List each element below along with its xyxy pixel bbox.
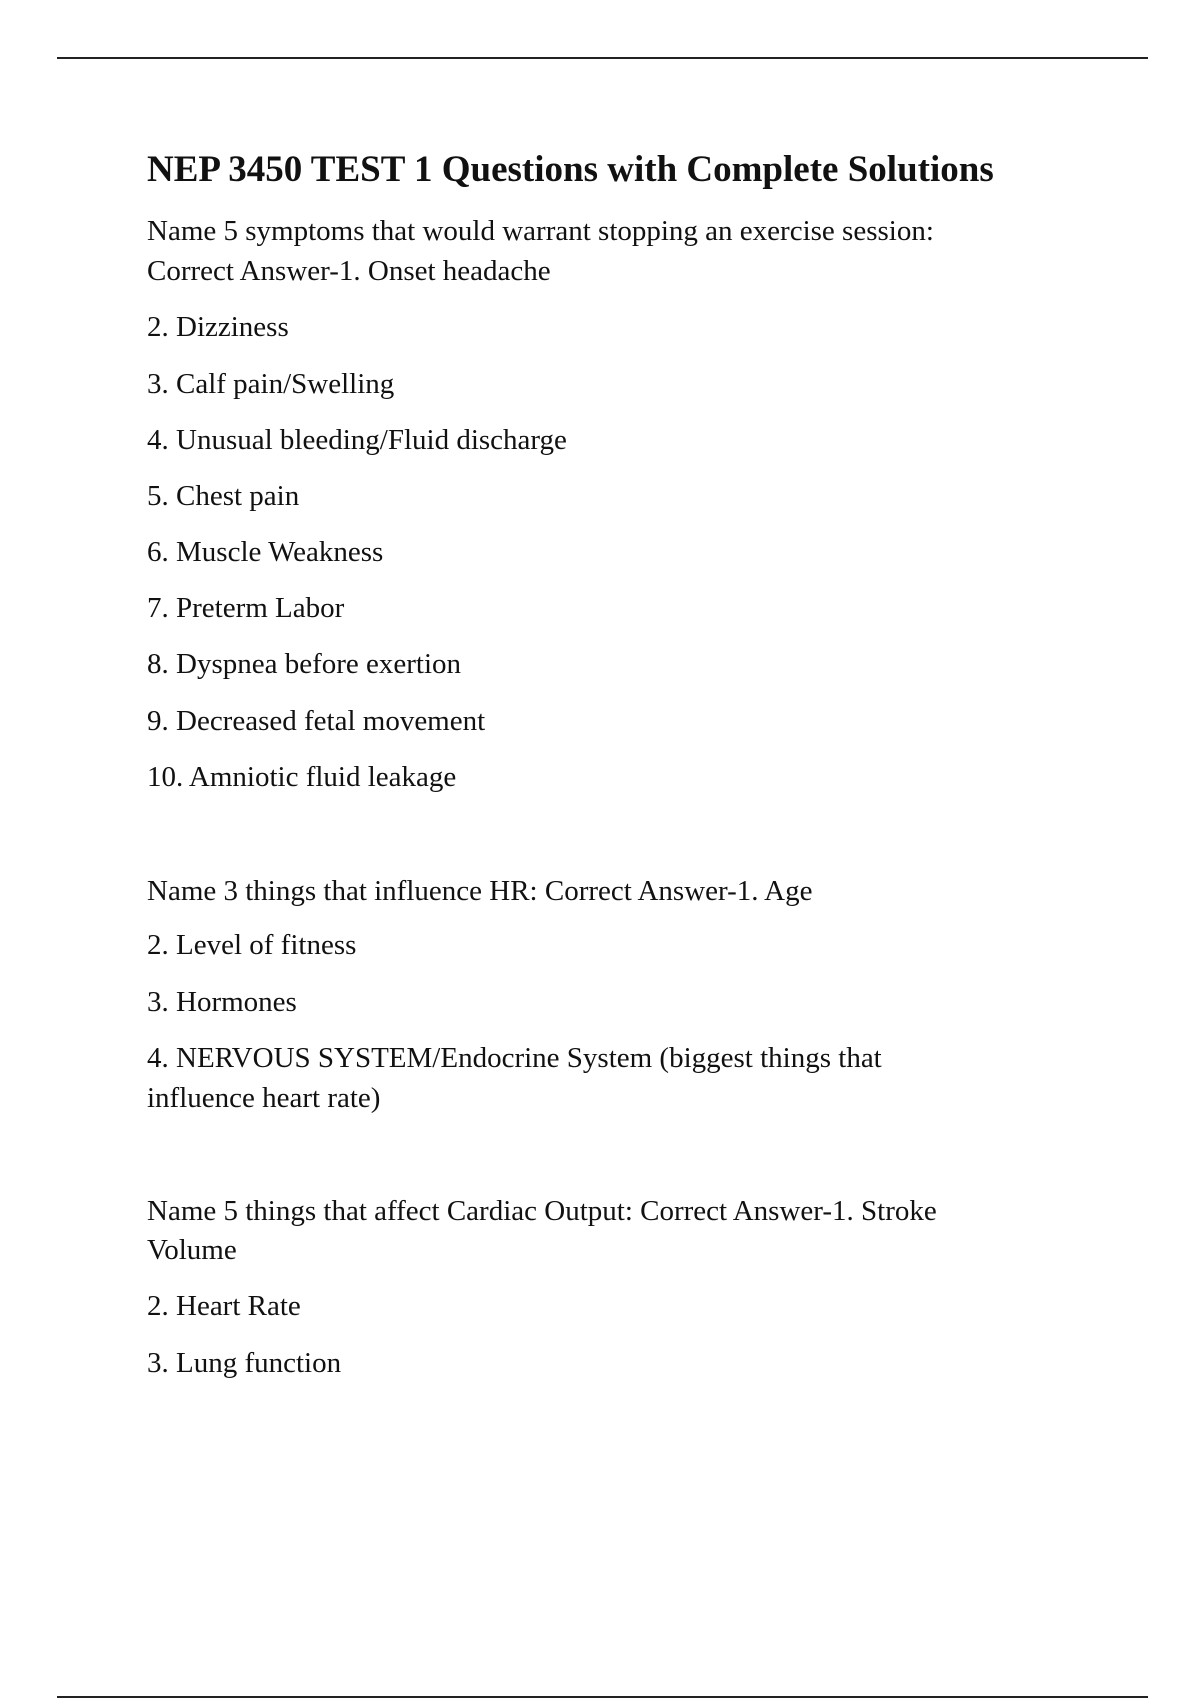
answer-item: 9. Decreased fetal movement: [147, 705, 486, 737]
answer-item: 4. NERVOUS SYSTEM/Endocrine System (biggest things that: [147, 1042, 882, 1074]
page-title: NEP 3450 TEST 1 Questions with Complete Solutions: [147, 149, 994, 190]
answer-item: 3. Lung function: [147, 1347, 342, 1379]
answer-item: influence heart rate): [147, 1082, 381, 1114]
question-text: Name 5 things that affect Cardiac Output: Correct Answer-1. Stroke: [147, 1195, 937, 1227]
question-text: Volume: [147, 1234, 237, 1266]
answer-item: 6. Muscle Weakness: [147, 536, 384, 568]
bottom-rule: [57, 1696, 1148, 1698]
question-text: Name 3 things that influence HR: Correct Answer-1. Age: [147, 875, 813, 907]
answer-item: 10. Amniotic fluid leakage: [147, 761, 457, 793]
answer-item: 8. Dyspnea before exertion: [147, 648, 462, 680]
answer-item: 2. Level of fitness: [147, 929, 357, 961]
answer-item: 4. Unusual bleeding/Fluid discharge: [147, 424, 567, 456]
top-rule: [57, 57, 1148, 59]
answer-item: 3. Hormones: [147, 986, 297, 1018]
question-text: Correct Answer-1. Onset headache: [147, 255, 551, 287]
question-text: Name 5 symptoms that would warrant stopping an exercise session:: [147, 215, 934, 247]
answer-item: 2. Dizziness: [147, 311, 289, 343]
answer-item: 5. Chest pain: [147, 480, 300, 512]
answer-item: 3. Calf pain/Swelling: [147, 368, 395, 400]
answer-item: 7. Preterm Labor: [147, 592, 345, 624]
answer-item: 2. Heart Rate: [147, 1290, 301, 1322]
